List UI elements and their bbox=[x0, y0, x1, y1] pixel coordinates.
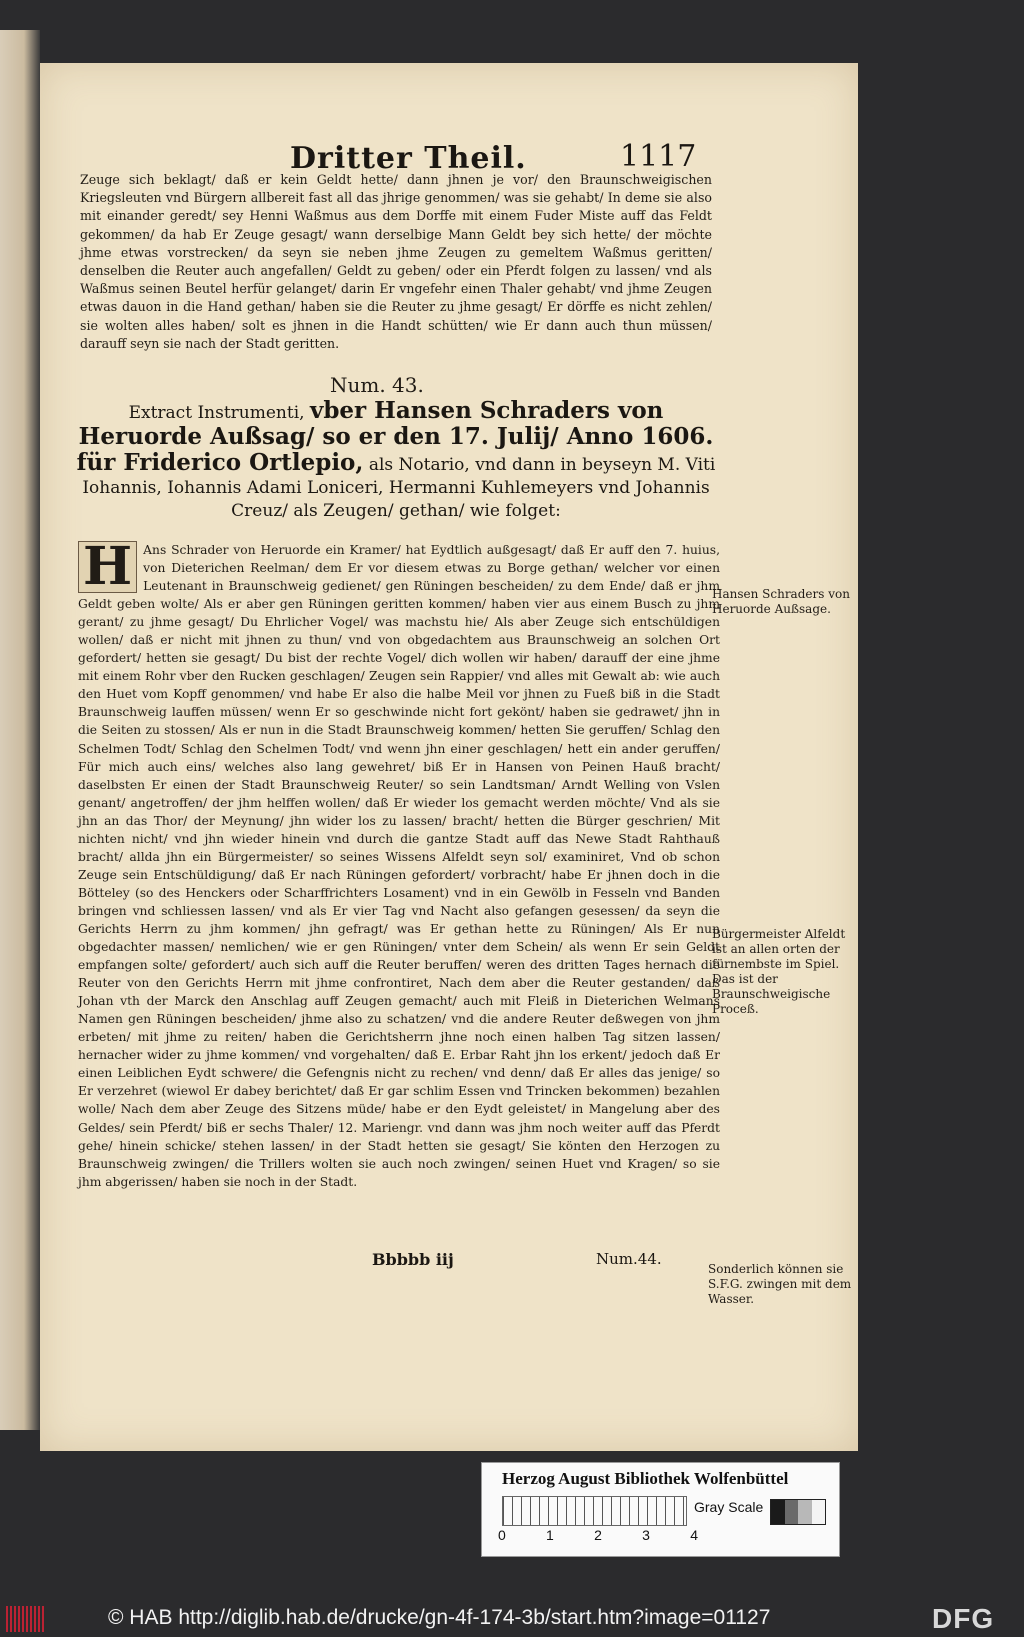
paragraph-1-text: Zeuge sich beklagt/ daß er kein Geldt hette/ dann jhnen je vor/ den Braunschweigischen Kriegsleuten vnd Bürgern allbereit fast all das jhrige genommen/ was sie gehabt/ In deme sie also mit einander geredt/ sey Henni Waßmus aus dem Dorffe mit einem Fuder Miste auff das Feldt gekommen/ da hab Er Zeuge gesagt/ wann derselbige Mann Geldt bey sich hette/ der möchte jhme etwas vorstrecken/ da seyn sie neben jhme Zeugen zu gemeltem Waßmus geritten/ denselben die Reuter auch angefallen/ Geldt zu geben/ oder ein Pferdt folgen zu lassen/ vnd als Waßmus seinen Beutel herfür gelanget/ darin Er vngefehr einen Thaler gehabt/ vnd jhme Zeugen etwas dauon in die Hand gethan/ haben sie die Reuter zu jhme gesagt/ Er dörffe es nicht zehlen/ sie wolten alles haben/ solt es jhnen in die Handt schütten/ wie Er dann auch thun müssen/ darauff seyn sie nach der Stadt geritten. bbox=[80, 172, 712, 351]
section-number: Num. 43. bbox=[330, 373, 424, 397]
gray-swatch-2 bbox=[785, 1500, 799, 1524]
catchword: Num.44. bbox=[596, 1250, 662, 1268]
gray-swatch-3 bbox=[798, 1500, 812, 1524]
page-number: 1117 bbox=[620, 139, 697, 174]
ruler-tick-0: 0 bbox=[498, 1527, 506, 1543]
viewer-footer bbox=[0, 1600, 1024, 1637]
ruler-labels bbox=[498, 1527, 698, 1543]
extract-title: vber Hansen Schraders von Heruorde Außsag/ so er den 17. Julij/ Anno 1606. für Friderico Ortlepio, bbox=[76, 397, 714, 476]
measurement-ruler bbox=[502, 1496, 687, 1526]
running-head: Dritter Theil. bbox=[290, 141, 527, 176]
gray-swatch-1 bbox=[771, 1500, 785, 1524]
library-name: Herzog August Bibliothek Wolfenbüttel bbox=[502, 1469, 789, 1488]
ruler-tick-3: 3 bbox=[642, 1527, 650, 1543]
ruler-tick-1: 1 bbox=[546, 1527, 554, 1543]
margin-note-1: Hansen Schraders von Heruorde Außsage. bbox=[712, 587, 850, 616]
text-paragraph-1 bbox=[80, 171, 712, 353]
book-spine-edge bbox=[0, 30, 40, 1430]
drop-cap-initial: H bbox=[78, 541, 137, 593]
ruler-tick-4: 4 bbox=[690, 1527, 698, 1543]
signature-mark: Bbbbb iij bbox=[372, 1250, 454, 1269]
color-scale-card bbox=[481, 1462, 840, 1557]
gray-scale-label: Gray Scale bbox=[694, 1499, 764, 1515]
extract-heading bbox=[76, 399, 716, 523]
margin-note-2: Bürgermeister Alfeldt ist an allen orten der fürnembste im Spiel. Das ist der Braunschweigische Proceß. bbox=[712, 927, 846, 1016]
barcode-icon bbox=[6, 1606, 46, 1632]
paragraph-2-text: Ans Schrader von Heruorde ein Kramer/ hat Eydtlich außgesagt/ daß Er auff den 7. huius, von Dieterichen Reelman/ dem Er vor diesem etwas zu Borge gethan/ welcher vor einen Leutenant in Braunschweig gedienet/ gen Rüningen bescheiden/ zu dem Ende/ daß er jhm Geldt geben wolte/ Als er aber gen Rüningen geritten kommen/ haben vier aus einem Busch zu jhm gerant/ zu jhme gesagt/ Du Ehrlicher Vogel/ was machstu hie/ Als aber Zeuge sich entschüldigen wollen/ daß er nicht mit jhnen zu thun/ vnd von obgedachtem aus Braunschweig an solchen Ort gefordert/ hetten sie gesagt/ Du bist der rechte Vogel/ dich wollen wir haben/ darauff der eine jhme mit einem Rohr vber den Rucken geschlagen/ Zeugen sein Rappier/ vnd alles mit Gewalt ab: wie auch den Huet vom Kopff genommen/ vnd habe Er also die halbe Meil vor jhnen zu Fueß biß in die Stadt Braunschweig lauffen müssen/ wenn Er so geschwinde nicht fort gekönt/ haben sie gedrawet/ jhn in die Seiten zu stossen/ Als er nun in die Stadt Braunschweig kommen/ hetten Sie geruffen/ Schlag den Schelmen Todt/ Schlag den Schelmen Todt/ vnd wenn jhn einer geschlagen/ hett ein ander geruffen/ Für mich auch eins/ welches also lang gewehret/ biß Er in Hansen von Peinen Hauß bracht/ daselbsten Er einen der Stadt Braunschweig Reuter/ so sein Landtsman/ Arndt Welling von Vslen genant/ angetroffen/ der jhm helffen wollen/ daß Er wieder los gemacht werden möchte/ Vnd als sie jhn an das Thor/ der Meynung/ jhn wider los zu lassen/ bracht/ hetten die Bürger geschrien/ Mit nichten nicht/ vnd jhn wieder hinein vnd durch die gantze Stadt auff das Newe Stadt Rahthauß bracht/ allda jhn ein Bürgermeister/ so seines Wissens Alfeldt seyn sol/ examiniret, Vnd ob schon Zeuge sein Entschüldigung/ daß Er nach Rüningen gefordert/ vorbracht/ habe Er jhnen doch in die Bötteley (so des Henckers oder Scharffrichters Losament) vnd in ein Gewölb in Fesseln vnd Banden bringen vnd schliessen lassen/ vnd als Er vier Tag vnd Nacht also gefangen gesessen/ da seyn die Gerichts Herrn zu jhm kommen/ jhn gefragt/ was Er gethan hette zu Rüningen/ Als Er nun obgedachter massen/ nemlichen/ wie er gen Rüningen/ vnter dem Schein/ als wenn Er sein Geldt empfangen solte/ gefordert/ auch sich auff die Reuter beruffen/ weren des dritten Tages hernach die Reuter von den Gerichts Herrn mit jhme confrontiret, Nach dem aber die Reuter gestanden/ daß Johan vth der Marck den Anschlag auff Zeugen gemacht/ auch mit Fleiß in Dieterichen Welmans Namen gen Rüningen bescheiden/ jhme also zu schatzen/ vnd die andere Reuter deßwegen von jhm erbeten/ mit jhme zu reiten/ haben die Gerichtsherrn jhne noch einen halben Tag sitzen lassen/ hernacher wider zu jhme kommen/ vnd vorgehalten/ daß E. Erbar Raht jhn los erkent/ jedoch daß Er einen Leiblichen Eydt schwere/ die Gefengnis nicht zu rechen/ vnd denn/ daß Er alles das jenige/ so Er verzehret (wiewol Er dabey berichtet/ daß Er gar schlim Essen vnd Trincken bekommen) bezahlen wolle/ Nach dem aber Zeuge des Sitzens müde/ habe er den Eydt geleistet/ in Mangelung aber des Geldes/ sein Pferdt/ biß er sechs Thaler/ 12. Mariengr. vnd dann was jhm noch weiter auff das Pferdt gehe/ hinein schicke/ stehen lassen/ in der Stadt hetten sie gesagt/ Sie könten den Herzogen zu Braunschweig zwingen/ die Trillers wolten sie auch noch zwingen/ seinen Huet vnd Kragen/ so sie jhm abgerissen/ haben sie noch in der Stadt. bbox=[78, 543, 720, 1189]
text-paragraph-2 bbox=[78, 536, 720, 1191]
copyright-link[interactable]: © HAB http://diglib.hab.de/drucke/gn-4f-174-3b/start.htm?image=01127 bbox=[108, 1606, 771, 1629]
book-page bbox=[40, 63, 858, 1451]
extract-rest: als Notario, vnd dann in beyseyn M. Viti Iohannis, Iohannis Adami Loniceri, Hermanni Kuhlemeyers vnd Johannis Creuz/ als Zeugen/ gethan/ wie folget: bbox=[82, 455, 716, 521]
ruler-tick-2: 2 bbox=[594, 1527, 602, 1543]
dfg-logo: DFG bbox=[932, 1603, 995, 1634]
margin-note-3: Sonderlich können sie S.F.G. zwingen mit dem Wasser. bbox=[708, 1262, 852, 1306]
extract-prefix: Extract Instrumenti, bbox=[128, 403, 305, 423]
gray-scale-swatch bbox=[770, 1499, 826, 1525]
gray-swatch-4 bbox=[812, 1500, 826, 1524]
